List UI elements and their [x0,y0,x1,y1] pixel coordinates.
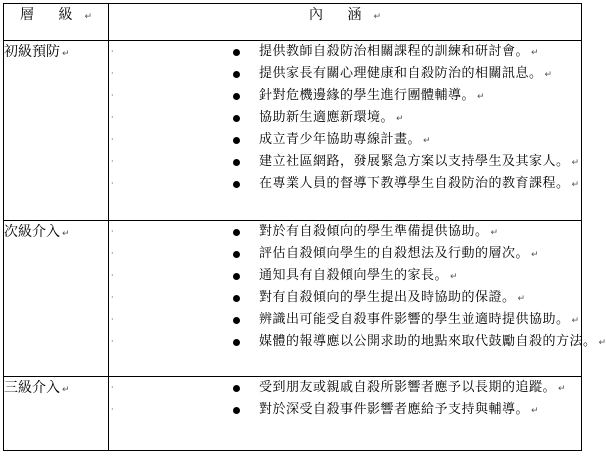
tab-mark-icon: · [111,383,114,392]
tab-mark-icon: · [111,293,114,302]
tab-mark-icon: · [111,157,114,166]
list-item: · 針對危機邊緣的學生進行團體輔導。 ↵ [109,85,581,107]
bullet-icon [233,93,240,100]
list-item: · 對於有自殺傾向的學生準備提供協助。 ↵ [109,221,581,243]
tab-mark-icon: · [111,179,114,188]
table-header-row [4,4,582,41]
level-label: 初級預防 [4,44,60,60]
paragraph-mark-icon: ↵ [544,70,553,80]
tab-mark-icon: · [111,271,114,280]
paragraph-mark-icon: ↵ [598,338,606,348]
paragraph-mark-icon: ↵ [531,250,539,260]
paragraph-mark-icon: ↵ [517,294,526,304]
bullet-icon [233,339,240,346]
tab-mark-icon: · [111,315,114,324]
paragraph-mark-icon: ↵ [62,385,70,395]
table-row-primary [4,41,582,221]
measure-list-primary [109,41,581,195]
bullet-icon [233,317,240,324]
tab-mark-icon: · [111,91,114,100]
measure-list-secondary [109,221,606,353]
header-level-cell [4,4,109,41]
paragraph-mark-icon: ↵ [423,136,431,146]
tab-mark-icon: · [111,227,114,236]
tab-mark-icon: · [111,249,114,258]
list-item: · 成立青少年協助專線計畫。 ↵ [109,129,581,151]
level-label: 三級介入 [4,380,60,396]
prevention-levels-table [3,3,606,451]
bullet-icon [233,273,240,280]
list-item: · 通知具有自殺傾向學生的家長。 ↵ [109,265,581,287]
list-item: · 辨識出可能受自殺事件影響的學生並適時提供協助。 ↵ [109,309,581,331]
bullet-icon [233,159,240,166]
level-label: 次級介入 [4,224,60,240]
tab-mark-icon: · [111,69,114,78]
bullet-icon [233,71,240,78]
bullet-icon [233,137,240,144]
paragraph-mark-icon: ↵ [84,12,92,22]
paragraph-mark-icon: ↵ [571,158,580,168]
bullet-icon [233,407,240,414]
paragraph-mark-icon: ↵ [62,49,70,59]
list-item: · 建立社區網路，發展緊急方案以支持學生及其家人。 ↵ [109,151,581,173]
content-cell-primary [109,41,582,221]
list-item: · 對於深受自殺事件影響者應給予支持與輔導。 ↵ [109,399,581,421]
bullet-icon [233,181,240,188]
bullet-icon [233,295,240,302]
tab-mark-icon: · [111,135,114,144]
tab-mark-icon: · [111,113,114,122]
paragraph-mark-icon: ↵ [373,12,381,22]
bullet-icon [233,251,240,258]
bullet-icon [233,385,240,392]
bullet-icon [233,49,240,56]
list-item: · 提供教師自殺防治相關課程的訓練和研討會。 ↵ [109,41,581,63]
list-item: · 在專業人員的督導下教導學生自殺防治的教育課程。 ↵ [109,173,581,195]
paragraph-mark-icon: ↵ [558,384,566,394]
measure-list-tertiary [109,377,581,421]
table-row-secondary [4,221,582,377]
level-cell-tertiary [4,377,109,451]
header-content-label: 內 涵 [309,7,372,23]
tab-mark-icon: · [111,47,114,56]
paragraph-mark-icon: ↵ [571,316,580,326]
paragraph-mark-icon: ↵ [396,114,404,124]
list-item: · 媒體的報導應以公開求助的地點來取代鼓勵自殺的方法。 ↵ [109,331,581,353]
paragraph-mark-icon: ↵ [62,229,70,239]
paragraph-mark-icon: ↵ [571,180,580,190]
bullet-icon [233,115,240,122]
list-item: · 對有自殺傾向的學生提出及時協助的保證。 ↵ [109,287,581,309]
tab-mark-icon: · [111,405,114,414]
paragraph-mark-icon: ↵ [477,92,485,102]
tab-mark-icon: · [111,337,114,346]
content-cell-secondary [109,221,606,377]
list-item: · 協助新生適應新環境。 ↵ [109,107,581,129]
paragraph-mark-icon: ↵ [450,272,458,282]
header-level-label: 層 級 [20,7,83,23]
table-row-tertiary [4,377,582,451]
list-item: · 受到朋友或親戚自殺所影響者應予以長期的追蹤。 ↵ [109,377,581,399]
list-item: · 提供家長有關心理健康和自殺防治的相關訊息。 ↵ [109,63,581,85]
paragraph-mark-icon: ↵ [490,228,499,238]
paragraph-mark-icon: ↵ [531,48,539,58]
content-cell-tertiary [109,377,582,451]
header-content-cell [109,4,582,41]
bullet-icon [233,229,240,236]
level-cell-secondary [4,221,109,377]
list-item: · 評估自殺傾向學生的自殺想法及行動的層次。 ↵ [109,243,581,265]
level-cell-primary [4,41,109,221]
paragraph-mark-icon: ↵ [531,406,539,416]
